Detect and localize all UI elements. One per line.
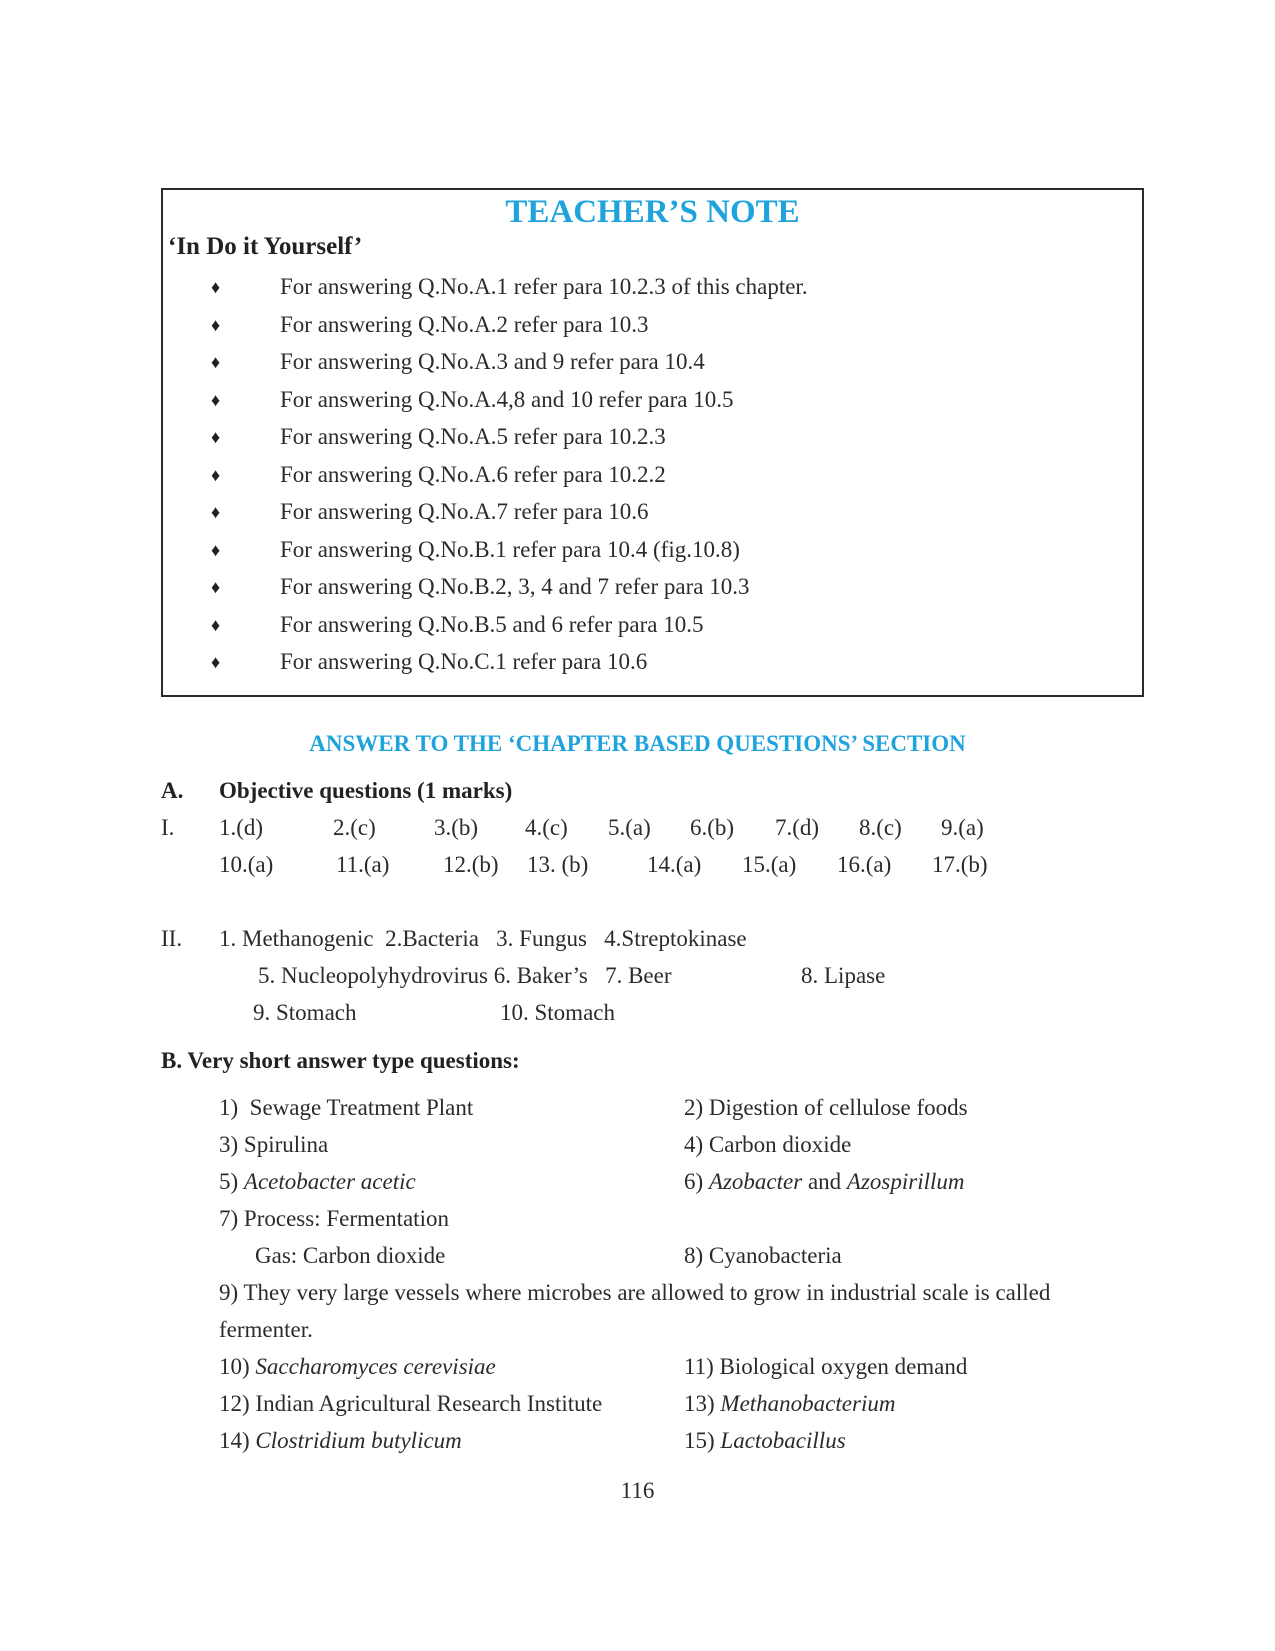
answer-item: 8) Cyanobacteria [684,1243,842,1268]
answer-item: 4) Carbon dioxide [684,1132,852,1157]
answer-item: 4.(c) [525,815,568,840]
section-a-letter: A. [161,778,184,803]
part-2-label: II. [161,926,183,951]
answer-item: 6.(b) [690,815,735,840]
answer-item: 14.(a) [647,852,702,877]
answer-item: 9) They very large vessels where microbes are allowed to grow in industrial scale is called [219,1280,1051,1305]
answer-item: 15) Lactobacillus [684,1428,846,1453]
answer-item: 11) Biological oxygen demand [684,1354,968,1379]
answer-item: 3) Spirulina [219,1132,329,1157]
answer-item: 16.(a) [837,852,892,877]
diamond-bullet-icon: ♦ [211,539,221,560]
answer-item: 5) Acetobacter acetic [219,1169,416,1194]
answer-item: 1) Sewage Treatment Plant [219,1095,474,1120]
answer-item: 12.(b) [443,852,499,877]
answer-item: 17.(b) [932,852,988,877]
diamond-bullet-icon: ♦ [211,502,221,522]
answer-item: 5.(a) [608,815,651,840]
teachers-note-box: TEACHER’S NOTE ‘In Do it Yourself’ ♦ For answering Q.No.A.1 refer para 10.2.3 of this chapter. ♦ For answering Q.No.A.2 refer para 10.3 ♦ For answering Q.No.A.3 and 9 refer para 10.4 ♦ For answering Q.No.A.4,8 and 10 refer para 10.5 ♦ For answering Q.No.A.5 refer para 10.2.3 ♦ For answering Q.No.A.6 refer para 10.2.2 ♦ For answering Q.No.A.7 refer para 10.6 ♦ For answering Q.No.B.1 refer para 10.4 (fig.10.8) ♦ For answering Q.No.B.2, 3, 4 and 7 refer para 10.3 ♦ For answering Q.No.B.5 and 6 refer para 10.5 ♦ For answering Q.No.C.1 refer para 10.6 [161,188,1144,697]
answer-item: 10) Saccharomyces cerevisiae [219,1354,496,1379]
answer-item: 13. (b) [527,852,589,877]
part-2-line-2-end: 8. Lipase [801,963,886,988]
section-b-title: B. Very short answer type questions: [161,1048,520,1073]
diamond-bullet-icon: ♦ [211,577,221,597]
answer-item: 3.(b) [434,815,479,840]
answer-item: 8.(c) [859,815,902,840]
answer-item: 6) Azobacter and Azospirillum [684,1169,965,1194]
answer-item: 15.(a) [742,852,797,877]
diamond-bullet-icon: ♦ [211,652,221,672]
diamond-bullet-icon: ♦ [211,614,221,635]
answers-heading: ANSWER TO THE ‘CHAPTER BASED QUESTIONS’ SECTION [309,731,966,756]
part-2-line-3: 9. Stomach [253,1000,357,1025]
diamond-bullet-icon: ♦ [211,352,221,372]
diamond-bullet-icon: ♦ [211,314,221,335]
answer-item: Gas: Carbon dioxide [255,1243,446,1268]
diamond-bullet-icon: ♦ [211,389,221,410]
answer-item: 11.(a) [336,852,390,877]
answer-item: 10.(a) [219,852,274,877]
answer-item: 1.(d) [219,815,264,840]
diamond-bullet-icon: ♦ [211,277,221,297]
answer-item: 13) Methanobacterium [684,1391,896,1416]
answer-item: fermenter. [219,1317,313,1342]
answer-item: 9.(a) [941,815,984,840]
page-number: 116 [620,1478,655,1503]
answer-item: 14) Clostridium butylicum [219,1428,462,1453]
answer-item: 7.(d) [775,815,820,840]
teachers-note-subtitle: ‘In Do it Yourself’ [168,233,363,260]
diamond-bullet-icon: ♦ [211,464,221,485]
part-2-line-2: 5. Nucleopolyhydrovirus 6. Baker’s 7. Beer [258,963,672,988]
part-2-line-1: 1. Methanogenic 2.Bacteria 3. Fungus 4.Streptokinase [219,926,747,951]
answer-item: 2.(c) [333,815,376,840]
part-2-line-3-end: 10. Stomach [500,1000,615,1025]
answer-item: 2) Digestion of cellulose foods [684,1095,968,1120]
answer-item: 12) Indian Agricultural Research Institute [219,1391,603,1416]
answer-item: 7) Process: Fermentation [219,1206,449,1231]
section-a-title: Objective questions (1 marks) [219,778,513,803]
teachers-note-title: TEACHER’S NOTE [505,194,800,230]
diamond-bullet-icon: ♦ [211,427,221,447]
part-1-label: I. [161,815,175,840]
